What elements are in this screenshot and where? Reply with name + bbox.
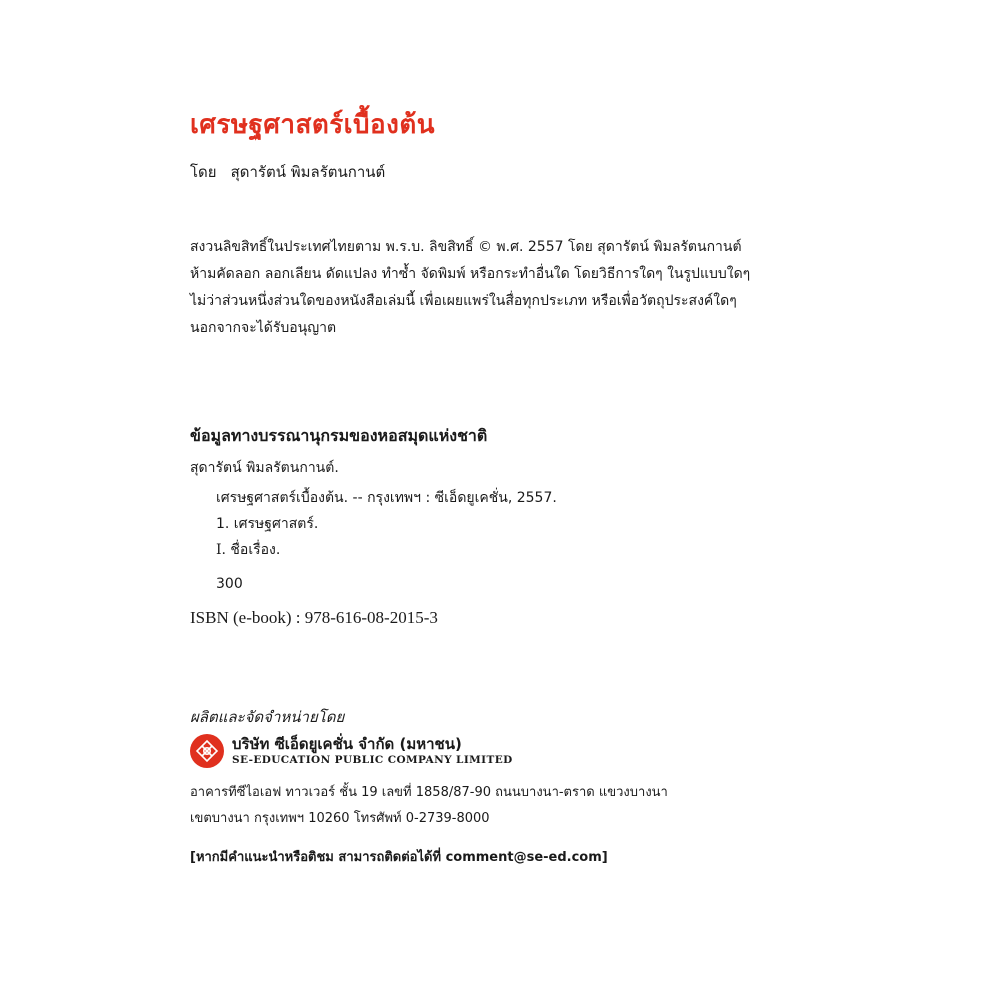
cip-entries	[216, 485, 557, 597]
address-line: อาคารทีซีไอเอฟ ทาวเวอร์ ชั้น 19 เลขที่ 1858/87-90 ถนนบางนา-ตราด แขวงบางนา	[190, 785, 668, 800]
cip-title-entry: I. ชื่อเรื่อง.	[216, 542, 281, 558]
producer-heading: ผลิตและจัดจำหน่ายโดย	[190, 708, 345, 726]
copyright-line: สงวนลิขสิทธิ์ในประเทศไทยตาม พ.ร.บ. ลิขสิทธิ์ © พ.ศ. 2557 โดย สุดารัตน์ พิมลรัตนกานต์	[190, 239, 742, 255]
se-ed-logo-icon	[190, 734, 224, 768]
byline-prefix: โดย	[190, 163, 217, 181]
copyright-line: ไม่ว่าส่วนหนึ่งส่วนใดของหนังสือเล่มนี้ เพื่อเผยแพร่ในสื่อทุกประเภท หรือเพื่อวัตถุประสงค์ใดๆ	[190, 293, 737, 309]
isbn: ISBN (e-book) : 978-616-08-2015-3	[190, 608, 438, 627]
address-line: เขตบางนา กรุงเทพฯ 10260 โทรศัพท์ 0-2739-8000	[190, 811, 490, 826]
company-name-thai: บริษัท ซีเอ็ดยูเคชั่น จำกัด (มหาชน)	[232, 735, 462, 753]
company-name-english: SE-EDUCATION PUBLIC COMPANY LIMITED	[232, 754, 513, 766]
publisher-block	[190, 732, 513, 770]
byline	[190, 160, 385, 184]
cip-class-number: 300	[216, 576, 243, 592]
byline-author: สุดารัตน์ พิมลรัตนกานต์	[230, 163, 386, 181]
cip-subject: 1. เศรษฐศาสตร์.	[216, 516, 319, 532]
copyright-notice	[190, 234, 790, 342]
cip-publication: เศรษฐศาสตร์เบื้องต้น. -- กรุงเทพฯ : ซีเอ็ดยูเคชั่น, 2557.	[216, 490, 557, 506]
cip-heading: ข้อมูลทางบรรณานุกรมของหอสมุดแห่งชาติ	[190, 426, 488, 445]
book-title: เศรษฐศาสตร์เบื้องต้น	[190, 110, 436, 140]
cip-author: สุดารัตน์ พิมลรัตนกานต์.	[190, 460, 339, 476]
contact-note: [หากมีคำแนะนำหรือติชม สามารถติดต่อได้ที่ comment@se-ed.com]	[190, 850, 608, 865]
copyright-line: นอกจากจะได้รับอนุญาต	[190, 320, 337, 336]
publisher-address	[190, 780, 668, 832]
copyright-line: ห้ามคัดลอก ลอกเลียน ดัดแปลง ทำซ้ำ จัดพิมพ์ หรือกระทำอื่นใด โดยวิธีการใดๆ ในรูปแบบใดๆ	[190, 266, 751, 282]
